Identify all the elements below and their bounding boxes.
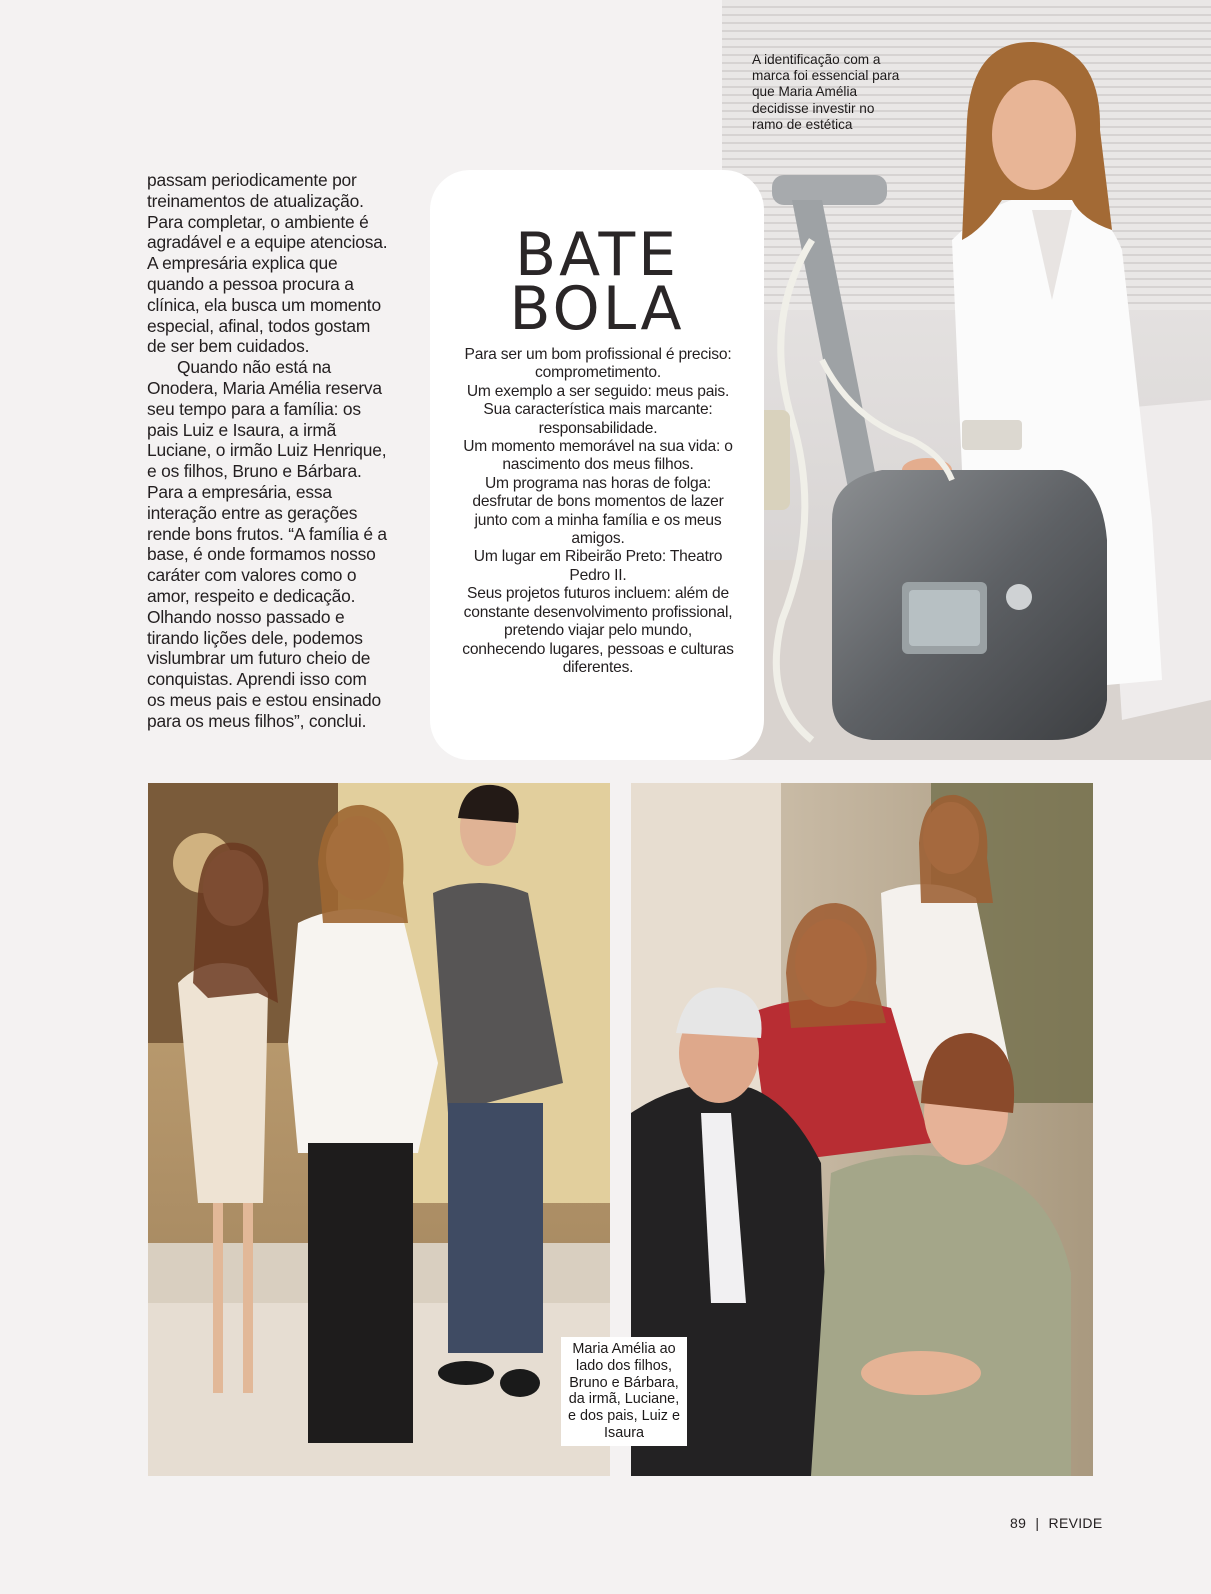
- bate-bola-item: Sua característica mais marcante: responsabilidade.: [483, 401, 713, 437]
- footer-separator: |: [1035, 1515, 1040, 1531]
- bate-bola-item: Um momento memorável na sua vida: o nascimento dos meus filhos.: [463, 438, 733, 474]
- article-paragraph: Quando não está na Onodera, Maria Amélia reserva seu tempo para a família: os pais Luiz e Isaura, a irmã Luciane, o irmão Luiz Henrique, e os filhos, Bruno e Bárbara. Para a empresária, essa interação entre as gerações rende bons frutos. “A família é a base, é onde formamos nosso caráter com valores como o amor, respeito e dedicação. Olhando nosso passado e tirando lições dele, podemos vislumbrar um futuro cheio de conquistas. Aprendi isso com os meus pais e estou ensinado para os meus filhos”, conclui.: [147, 357, 387, 731]
- photo-caption-top: A identificação com a marca foi essencial para que Maria Amélia decidisse investir no ramo de estética: [752, 52, 900, 132]
- bate-bola-item: Um programa nas horas de folga: desfrutar de bons momentos de lazer junto com a minha família e os meus amigos.: [472, 474, 724, 548]
- photo-caption-bottom: Maria Amélia ao lado dos filhos, Bruno e Bárbara, da irmã, Luciane, e dos pais, Luiz e Isaura: [561, 1337, 687, 1446]
- article-body-column: [147, 170, 389, 732]
- photo-family-children: [148, 783, 610, 1476]
- bate-bola-title: [430, 220, 764, 344]
- page-number: 89: [1010, 1515, 1027, 1531]
- bate-bola-item: Um exemplo a ser seguido: meus pais.: [466, 382, 730, 400]
- article-paragraph: passam periodicamente por treinamentos de atualização. Para completar, o ambiente é agradável e a equipe atenciosa. A empresária explica que quando a pessoa procura a clínica, ela busca um momento especial, afinal, todos gostam de ser bem cuidados.: [147, 170, 388, 357]
- bate-bola-answers: [462, 346, 734, 677]
- bate-bola-title-line: BATE: [514, 220, 680, 290]
- photo-family-parents: [631, 783, 1093, 1476]
- bate-bola-item: Um lugar em Ribeirão Preto: Theatro Pedro II.: [473, 548, 723, 584]
- bate-bola-title-line: BOLA: [509, 274, 685, 344]
- magazine-name: REVIDE: [1048, 1515, 1103, 1531]
- page-footer: [1010, 1515, 1110, 1531]
- bate-bola-item: Seus projetos futuros incluem: além de constante desenvolvimento profissional, pretendo viajar pelo mundo, conhecendo lugares, pessoas e culturas diferentes.: [462, 585, 734, 676]
- bate-bola-item: Para ser um bom profissional é preciso: comprometimento.: [464, 346, 732, 382]
